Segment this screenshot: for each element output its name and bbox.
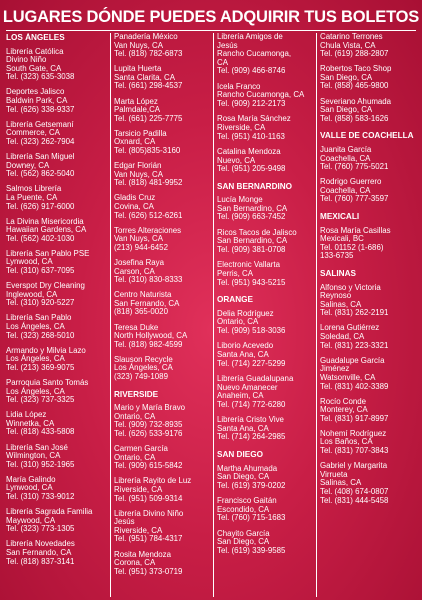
vendor-detail: Tel. (909) 663-7452	[217, 212, 286, 222]
vendor-detail: Inglewood, CA	[6, 289, 58, 299]
vendor-name: Librería Getsemaní	[6, 119, 74, 129]
vendor-detail: Escondido, CA	[217, 504, 270, 514]
vendor-detail: Tel. (760) 777-3597	[320, 194, 389, 204]
vendor-entry	[320, 33, 422, 59]
vendor-detail: Tel. (323) 268-5010	[6, 330, 75, 340]
vendor-entry	[217, 33, 317, 76]
vendor-detail: Tel. (562) 862-5040	[6, 169, 75, 179]
vendor-detail: Tel. (858) 465-9800	[320, 81, 389, 91]
column-1	[6, 33, 106, 597]
vendor-detail: Covina, CA	[114, 202, 154, 211]
vendor-detail: Winnetka, CA	[6, 418, 55, 428]
vendor-detail: Tel. (661) 225-7775	[114, 113, 183, 123]
vendor-detail: Maywood, CA	[6, 515, 56, 525]
vendor-detail: Rancho Cucamonga,	[217, 49, 292, 59]
vendor-detail: CA	[217, 57, 228, 67]
vendor-detail: Tel. (310) 952-1965	[6, 459, 75, 469]
region-heading: ORANGE	[217, 295, 253, 305]
vendor-name: Librería Católica	[6, 46, 64, 56]
region-heading: VALLE DE COACHELLA	[320, 131, 414, 141]
vendor-detail: Tel. (714) 227-5299	[217, 358, 286, 368]
vendor-entry	[217, 261, 317, 287]
vendor-name: Librería Cristo Vive	[217, 415, 284, 425]
vendor-detail: Tel. (661) 298-4537	[114, 81, 183, 91]
vendor-name: Alfonso y Victoria	[320, 282, 381, 292]
vendor-entry	[320, 398, 422, 424]
vendor-name: Lupita Huerta	[114, 64, 162, 74]
vendor-entry	[320, 462, 422, 505]
vendor-detail: Tel. (619) 379-0202	[217, 480, 286, 490]
vendor-detail: Tel. (818) 982-4599	[114, 339, 183, 349]
vendor-name: Carmen García	[114, 444, 168, 454]
vendor-name: Panadería México	[114, 33, 178, 41]
vendor-entry	[114, 404, 212, 438]
vendor-name: Librería San Miguel	[6, 152, 75, 162]
vendor-detail: Tel. (831) 444-5458	[320, 495, 389, 505]
vendor-entry	[114, 291, 212, 317]
vendor-detail: Tel. (626) 338-9337	[6, 104, 75, 114]
vendor-detail: Los Baños, CA	[320, 437, 373, 447]
vendor-detail: Santa Ana, CA	[217, 423, 269, 433]
vendor-detail: (213) 944-6452	[114, 242, 168, 252]
vendor-name: Librería Guadalupana	[217, 373, 294, 383]
vendor-name: Juanita García	[320, 144, 372, 154]
vendor-detail: Tel. (818) 837-3141	[6, 556, 75, 566]
vendor-detail: South Gate, CA	[6, 63, 62, 73]
column-2	[110, 33, 212, 597]
vendor-name: Librería Rayito de Luz	[114, 476, 192, 486]
region-heading: SAN BERNARDINO	[217, 181, 293, 191]
vendor-name: Librería San Pablo PSE	[6, 248, 90, 258]
vendor-entry	[217, 229, 317, 255]
vendor-name: Icela Franco	[217, 81, 261, 91]
vendor-entry	[217, 465, 317, 491]
region-heading: MEXICALI	[320, 212, 360, 221]
vendor-entry	[6, 508, 106, 534]
vendor-detail: Tel. (951) 784-4317	[114, 534, 183, 544]
vendor-detail: Tel. (323) 737-3325	[6, 395, 75, 405]
vendor-name: Librería San José	[6, 442, 68, 452]
vendor-name: Ricos Tacos de Jalisco	[217, 227, 297, 237]
vendor-entry	[320, 146, 422, 172]
vendor-detail: Reynoso	[320, 291, 352, 301]
vendor-detail: Tel. (626) 917-6000	[6, 201, 75, 211]
vendor-detail: Monterey, CA	[320, 405, 368, 415]
vendor-detail: Los Ángeles, CA	[6, 322, 65, 332]
region-heading: RIVERSIDE	[114, 389, 159, 399]
vendor-name: Lidia López	[6, 410, 47, 420]
vendor-detail: Corona, CA	[114, 558, 156, 568]
vendor-name: Lucía Monge	[217, 195, 263, 205]
vendor-entry	[6, 282, 106, 308]
vendor-entry	[320, 357, 422, 391]
region-heading: LOS ÁNGELES	[6, 33, 65, 42]
vendor-detail: Hawaiian Gardens, CA	[6, 225, 87, 235]
vendor-detail: Jesús	[217, 40, 238, 50]
vendor-detail: Riverside, CA	[114, 484, 163, 494]
vendor-entry	[217, 115, 317, 141]
vendor-detail: Tel. (818) 782-6873	[114, 49, 183, 59]
vendor-detail: Tel. (831) 223-3321	[320, 340, 389, 350]
vendor-entry	[6, 88, 106, 114]
vendor-detail: Downey, CA	[6, 160, 50, 170]
region-heading: SALINAS	[320, 268, 356, 278]
vendor-detail: Tel. (626) 512-6261	[114, 210, 183, 220]
vendor-entry	[6, 411, 106, 437]
vendor-name: Catarino Terrones	[320, 33, 383, 41]
vendor-name: Chayito García	[217, 528, 270, 538]
vendor-entry	[6, 48, 106, 82]
vendor-detail: Carson, CA	[114, 266, 155, 276]
vendor-detail: Tel. (951) 410-1163	[217, 131, 285, 141]
vendor-detail: San Fernando, CA	[114, 298, 180, 308]
vendor-entry	[114, 510, 212, 544]
vendor-entry	[217, 83, 317, 109]
vendor-name: Deportes Jalisco	[6, 87, 65, 97]
vendor-detail: Tel. 01152 (1-686)	[320, 242, 384, 252]
vendor-name: Martha Ahumada	[217, 463, 278, 473]
vendor-detail: Salinas, CA	[320, 299, 362, 309]
vendor-detail: Tel. (831) 707-3843	[320, 446, 389, 456]
vendor-entry	[320, 324, 422, 350]
vendor-entry	[114, 33, 212, 59]
vendor-name: Gabriel y Margarita	[320, 461, 388, 471]
vendor-detail: Tel. (626) 533-9176	[114, 428, 183, 438]
vendor-entry	[114, 130, 212, 156]
vendor-name: Marta López	[114, 96, 158, 106]
vendor-detail: Tel. (858) 583-1626	[320, 113, 389, 123]
region-heading: SAN DIEGO	[217, 449, 263, 459]
vendor-detail: Los Ángeles, CA	[6, 386, 65, 396]
vendor-name: Catalina Mendoza	[217, 146, 281, 156]
title-divider	[6, 30, 416, 31]
vendor-detail: Tel. (951) 373-0719	[114, 566, 183, 576]
vendor-detail: Commerce, CA	[6, 128, 60, 138]
vendor-name: Rocío Conde	[320, 396, 367, 406]
vendor-detail: Palmdale,CA	[114, 105, 161, 115]
vendor-detail: Tel. (909) 212-2173	[217, 98, 286, 108]
vendor-detail: Tel. (408) 674-0807	[320, 486, 389, 496]
vendor-name: Librería San Pablo	[6, 313, 72, 323]
vendor-detail: North Hollywood, CA	[114, 331, 188, 341]
vendor-detail: San Diego, CA	[217, 472, 270, 482]
vendor-detail: Riverside, CA	[114, 525, 163, 535]
vendor-detail: Tel. (310) 637-7095	[6, 266, 75, 276]
vendor-entry	[6, 476, 106, 502]
vendor-detail: Tel. (951) 205-9498	[217, 164, 286, 174]
vendor-entry	[217, 416, 317, 442]
vendor-name: Armando y Milvia Lazo	[6, 345, 86, 355]
column-3	[213, 33, 317, 597]
page-title: LUGARES DÓNDE PUEDES ADQUIRIR TUS BOLETOS	[2, 8, 420, 26]
vendor-name: Parroquia Santo Tomás	[6, 378, 89, 387]
vendor-detail: Tel. (951) 943-5215	[217, 277, 286, 287]
vendor-detail: Tel. (562) 402-1030	[6, 233, 75, 243]
vendor-detail: San Diego, CA	[217, 537, 270, 547]
vendor-entry	[320, 284, 422, 318]
vendor-detail: Soledad, CA	[320, 332, 365, 342]
vendor-detail: Lynwood, CA	[6, 483, 53, 493]
vendor-entry	[114, 551, 212, 577]
vendor-name: Everspot Dry Cleaning	[6, 281, 85, 291]
vendor-detail: Coachella, CA	[320, 185, 371, 195]
vendor-detail: Perris, CA	[217, 269, 253, 279]
vendor-entry	[6, 540, 106, 566]
vendor-detail: Tel. (323) 262-7904	[6, 136, 75, 146]
vendor-entry	[6, 185, 106, 211]
vendor-detail: Tel. (831) 402-3389	[320, 381, 389, 391]
vendor-entry	[6, 314, 106, 340]
vendor-detail: Tel. (213) 369-9075	[6, 362, 75, 372]
vendor-name: Severiano Ahumada	[320, 96, 392, 106]
vendor-detail: Jiménez	[320, 364, 350, 374]
vendor-detail: Ontario, CA	[114, 452, 156, 462]
vendor-detail: Rancho Cucamonga, CA	[217, 90, 305, 100]
vendor-name: Librería Amigos de	[217, 33, 283, 41]
vendor-detail: Tel. (310) 920-5227	[6, 298, 75, 308]
vendor-detail: Divino Niño	[6, 55, 47, 65]
vendor-detail: San Bernardino, CA	[217, 236, 288, 246]
vendor-entry	[6, 121, 106, 147]
vendor-name: Mario y María Bravo	[114, 403, 186, 413]
vendor-name: Robertos Taco Shop	[320, 64, 392, 74]
vendor-detail: Salinas, CA	[320, 478, 362, 488]
vendor-entry	[217, 196, 317, 222]
vendor-name: Librería Divino Niño	[114, 508, 184, 518]
vendor-detail: Tel. (714) 264-2985	[217, 432, 286, 442]
vendor-entry	[217, 497, 317, 523]
vendor-detail: Los Ángeles, CA	[6, 354, 65, 364]
vendor-entry	[114, 259, 212, 285]
vendor-entry	[6, 379, 106, 405]
vendor-detail: Tel. (951) 509-9314	[114, 493, 183, 503]
vendor-detail: Tel. (909) 732-8935	[114, 420, 183, 430]
vendor-entry	[114, 356, 212, 382]
vendor-entry	[6, 250, 106, 276]
vendor-entry	[217, 375, 317, 409]
vendor-detail: Jesús	[114, 517, 135, 527]
vendor-name: Josefina Raya	[114, 257, 165, 267]
vendor-detail: Watsonville, CA	[320, 372, 376, 382]
vendor-entry	[6, 444, 106, 470]
vendor-detail: Tel. (909) 518-3036	[217, 326, 286, 336]
vendor-entry	[320, 430, 422, 456]
vendor-detail: Oxnard, CA	[114, 137, 156, 147]
vendor-name: Rosa María Casillas	[320, 225, 391, 235]
vendor-name: María Galindo	[6, 474, 56, 484]
vendor-name: Centro Naturista	[114, 290, 172, 300]
vendor-entry	[114, 194, 212, 220]
vendor-entry	[114, 445, 212, 471]
vendor-name: Guadalupe García	[320, 355, 385, 365]
vendor-detail: Tel. (831) 262-2191	[320, 308, 389, 318]
vendor-name: Librería Sagrada Familia	[6, 507, 93, 517]
vendor-entry	[114, 324, 212, 350]
vendor-detail: Chula Vista, CA	[320, 40, 376, 50]
vendor-detail: San Bernardino, CA	[217, 203, 288, 213]
vendor-name: Electronic Vallarta	[217, 260, 281, 270]
vendor-detail: Ontario, CA	[217, 317, 259, 327]
vendor-name: Torres Alteraciones	[114, 225, 182, 235]
vendor-detail: Virrueta	[320, 469, 348, 479]
vendor-name: Rosita Mendoza	[114, 549, 172, 559]
vendor-entry	[217, 342, 317, 368]
vendor-detail: Santa Clarita, CA	[114, 72, 175, 82]
vendor-name: Rosa María Sánchez	[217, 114, 291, 124]
vendor-entry	[217, 310, 317, 336]
column-4	[316, 33, 422, 597]
vendor-name: Delia Rodríguez	[217, 308, 274, 318]
vendor-entry	[6, 347, 106, 373]
vendor-entry	[320, 65, 422, 91]
vendor-name: Rodrigo Guerrero	[320, 177, 382, 187]
vendor-detail: Tel. (310) 830-8333	[114, 275, 183, 285]
vendor-detail: Lynwood, CA	[6, 257, 53, 267]
vendor-detail: Tel. (323) 635-3038	[6, 72, 75, 82]
vendor-detail: Baldwin Park, CA	[6, 96, 68, 106]
vendor-detail: San Diego, CA	[320, 105, 373, 115]
vendor-name: Gladis Cruz	[114, 193, 156, 203]
vendor-detail: Mexicali, BC	[320, 234, 364, 244]
vendor-detail: Van Nuys, CA	[114, 169, 163, 179]
vendor-name: Teresa Duke	[114, 322, 159, 332]
vendor-detail: Tel. (619) 288-2807	[320, 49, 389, 59]
vendor-name: Librería Novedades	[6, 539, 75, 549]
vendor-name: Nohemí Rodríguez	[320, 428, 387, 438]
vendor-detail: Tel. (818) 481-9952	[114, 178, 183, 188]
vendor-detail: Wilmington, CA	[6, 451, 61, 461]
vendor-detail: Tel. (818) 433-5808	[6, 427, 75, 437]
vendor-detail: Anaheim, CA	[217, 391, 264, 401]
vendor-detail: Van Nuys, CA	[114, 40, 163, 50]
vendor-name: Francisco Gaitán	[217, 496, 277, 506]
vendor-entry	[114, 162, 212, 188]
vendor-detail: (323) 749-1089	[114, 372, 168, 381]
vendor-detail: San Fernando, CA	[6, 548, 72, 557]
vendor-detail: Riverside, CA	[217, 122, 266, 132]
vendor-name: Liborio Acevedo	[217, 341, 274, 351]
vendor-entry	[114, 98, 212, 124]
vendor-entry	[6, 218, 106, 244]
vendor-detail: Santa Ana, CA	[217, 350, 269, 359]
vendor-detail: La Puente, CA	[6, 192, 58, 202]
vendor-name: Tarsicio Padilla	[114, 128, 167, 138]
vendor-detail: San Diego, CA	[320, 72, 373, 82]
vendor-detail: Los Ángeles, CA	[114, 363, 173, 373]
vendor-detail: Tel. (619) 339-9585	[217, 545, 286, 555]
vendor-detail: Tel. (909) 381-0708	[217, 245, 286, 255]
vendor-name: Lorena Gutiérrez	[320, 323, 380, 333]
vendor-name: Edgar Florián	[114, 161, 162, 171]
vendor-detail: Tel. (909) 466-8746	[217, 66, 286, 76]
vendor-detail: 133-6735	[320, 251, 354, 261]
vendor-detail: Coachella, CA	[320, 153, 371, 163]
vendor-detail: Van Nuys, CA	[114, 234, 163, 244]
vendor-entry	[114, 227, 212, 253]
vendor-entry	[320, 227, 422, 261]
vendor-entry	[114, 477, 212, 503]
vendor-detail: Tel. (760) 775-5021	[320, 162, 389, 172]
vendor-detail: Tel. (831) 917-8997	[320, 413, 389, 423]
vendor-name: Salmos Librería	[6, 184, 62, 194]
vendor-entry	[320, 98, 422, 124]
vendor-entry	[320, 178, 422, 204]
vendor-detail: Nuevo Amanecer	[217, 382, 278, 392]
vendor-entry	[217, 148, 317, 174]
vendor-entry	[6, 153, 106, 179]
vendor-detail: Tel. (909) 615-5842	[114, 461, 183, 471]
vendor-detail: Tel. (805)835-3160	[114, 146, 181, 156]
vendor-detail: Ontario, CA	[114, 411, 156, 421]
vendor-detail: Tel. (310) 733-9012	[6, 492, 75, 502]
vendor-detail: (818) 365-0020	[114, 307, 168, 317]
vendor-detail: Tel. (760) 715-1683	[217, 513, 286, 523]
vendor-detail: Nuevo, CA	[217, 155, 256, 165]
vendor-name: La Divina Misericordia	[6, 216, 84, 226]
vendor-name: Slauson Recycle	[114, 354, 173, 364]
vendor-entry	[114, 65, 212, 91]
vendor-entry	[217, 530, 317, 556]
vendor-detail: Tel. (323) 773-1305	[6, 524, 75, 534]
vendor-detail: Tel. (714) 772-6280	[217, 399, 286, 409]
